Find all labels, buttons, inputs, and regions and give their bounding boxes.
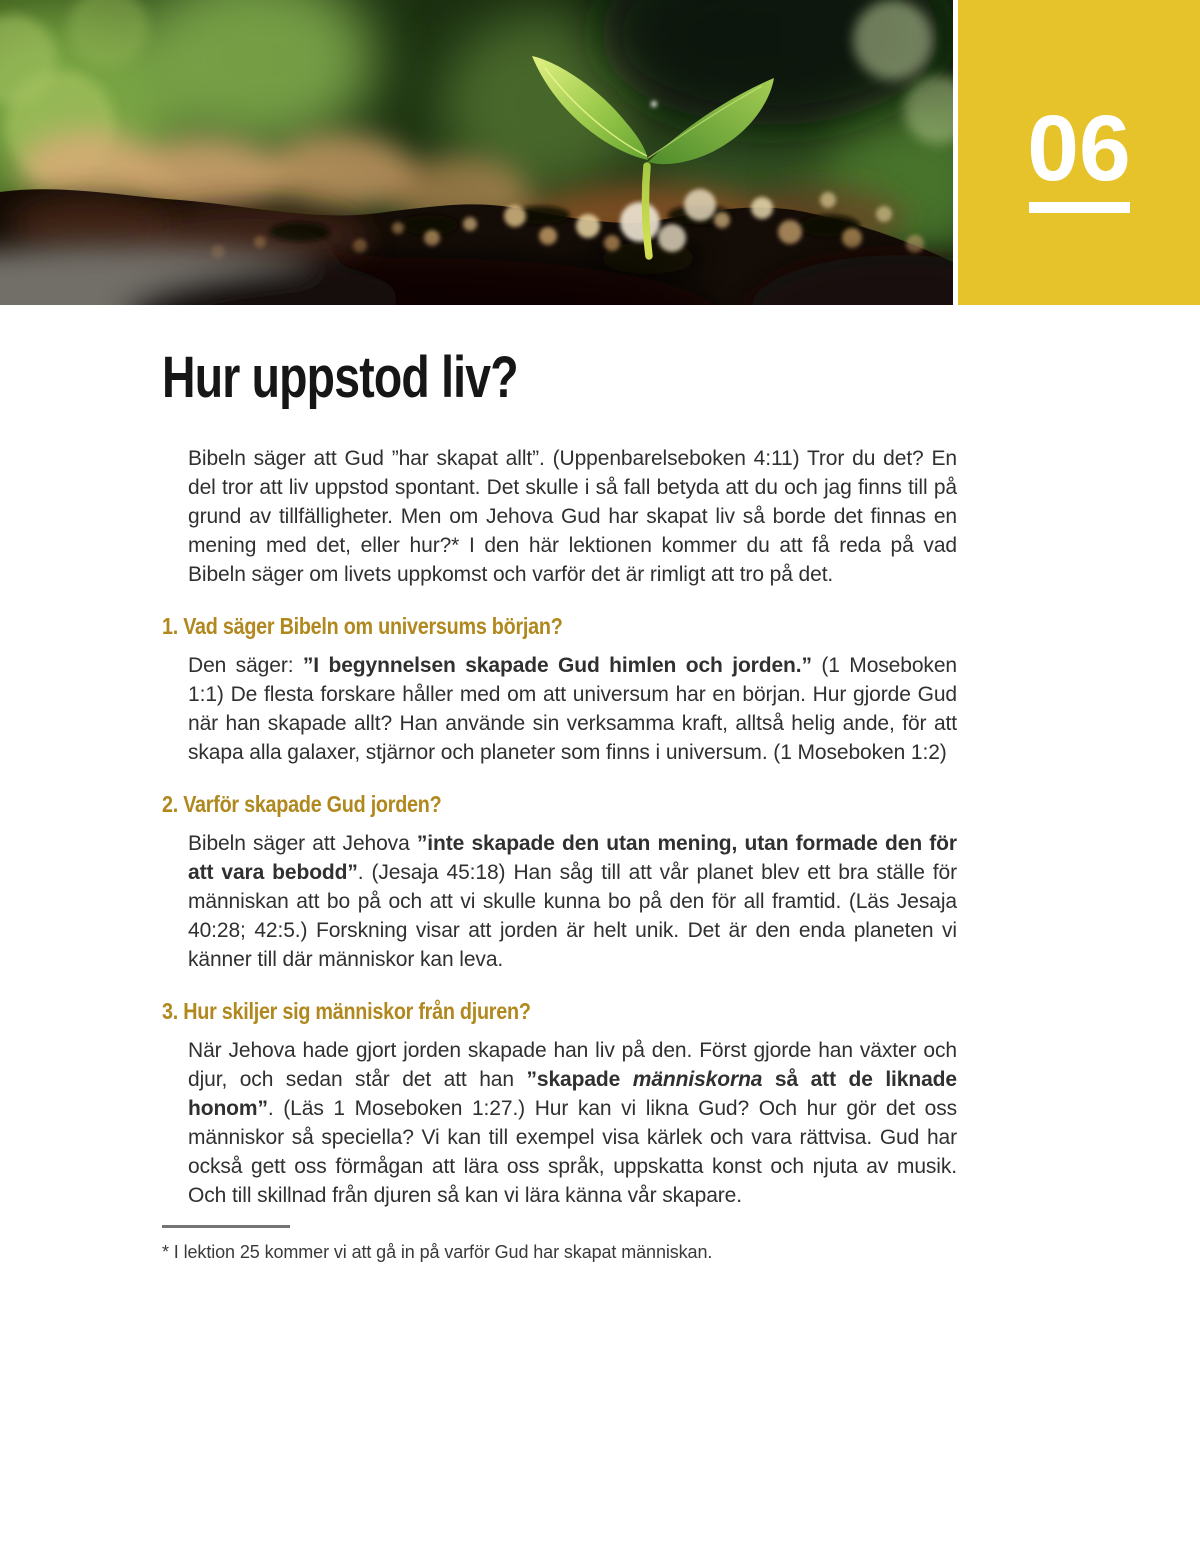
section-1-paragraph: Den säger: ”I begynnelsen skapade Gud himlen och jorden.” (1 Moseboken 1:1) De flesta forskare håller med om att universum har en början. Hur gjorde Gud när han skapade allt? Han använde sin verksamma kraft, alltså helig ande, för att skapa alla galaxer, stjärnor och planeter som finns i universum. (1 Moseboken 1:2) <box>188 654 957 764</box>
lesson-number: 06 <box>1027 96 1131 200</box>
page-title: Hur uppstod liv? <box>162 345 518 410</box>
water-sparkle <box>651 101 657 107</box>
footnote-text: * I lektion 25 kommer vi att gå in på varför Gud har skapat människan. <box>162 1242 713 1262</box>
section-1 <box>162 613 957 767</box>
section-2-paragraph: Bibeln säger att Jehova ”inte skapade den utan mening, utan formade den för att vara bebodd”. (Jesaja 45:18) Han såg till att vår planet blev ett bra ställe för människan att bo på och att vi skulle kunna bo på den för all framtid. (Läs Jesaja 40:28; 42:5.) Forskning visar att jorden är helt unik. Det är den enda planeten vi känner till där människor kan leva. <box>188 832 957 971</box>
intro-paragraph: Bibeln säger att Gud ”har skapat allt”. (Uppenbarelseboken 4:11) Tror du det? En del tror att liv uppstod spontant. Det skulle i så fall betyda att du och jag finns till på grund av tillfälligheter. Men om Jehova Gud har skapat liv så borde det finnas en mening med det, eller hur?* I den här lektionen kommer du att få reda på vad Bibeln säger om livets uppkomst och varför det är rimligt att tro på det. <box>188 447 957 586</box>
hero-image <box>0 0 953 305</box>
page-header <box>0 0 1200 305</box>
question-heading-3: 3. Hur skiljer sig människor från djuren? <box>162 998 531 1024</box>
seedling-photo-illustration <box>0 0 953 305</box>
section-2 <box>162 791 957 974</box>
section-3-paragraph: När Jehova hade gjort jorden skapade han liv på den. Först gjorde han växter och djur, och sedan står det att han ”skapade människorna så att de liknade honom”. (Läs 1 Moseboken 1:27.) Hur kan vi likna Gud? Och hur gör det oss människor så speciella? Vi kan till exempel visa kärlek och vara rättvisa. Gud har också gett oss förmågan att lära oss språk, uppskatta konst och njuta av musik. Och till skillnad från djuren så kan vi lära känna vår skapare. <box>188 1039 957 1207</box>
section-3 <box>162 998 957 1210</box>
question-heading-2: 2. Varför skapade Gud jorden? <box>162 791 442 817</box>
question-heading-1: 1. Vad säger Bibeln om universums början? <box>162 613 563 639</box>
lesson-content <box>0 347 957 1263</box>
lesson-number-underline <box>1029 202 1130 213</box>
footnote-divider <box>162 1225 290 1228</box>
lesson-number-box <box>958 0 1200 305</box>
